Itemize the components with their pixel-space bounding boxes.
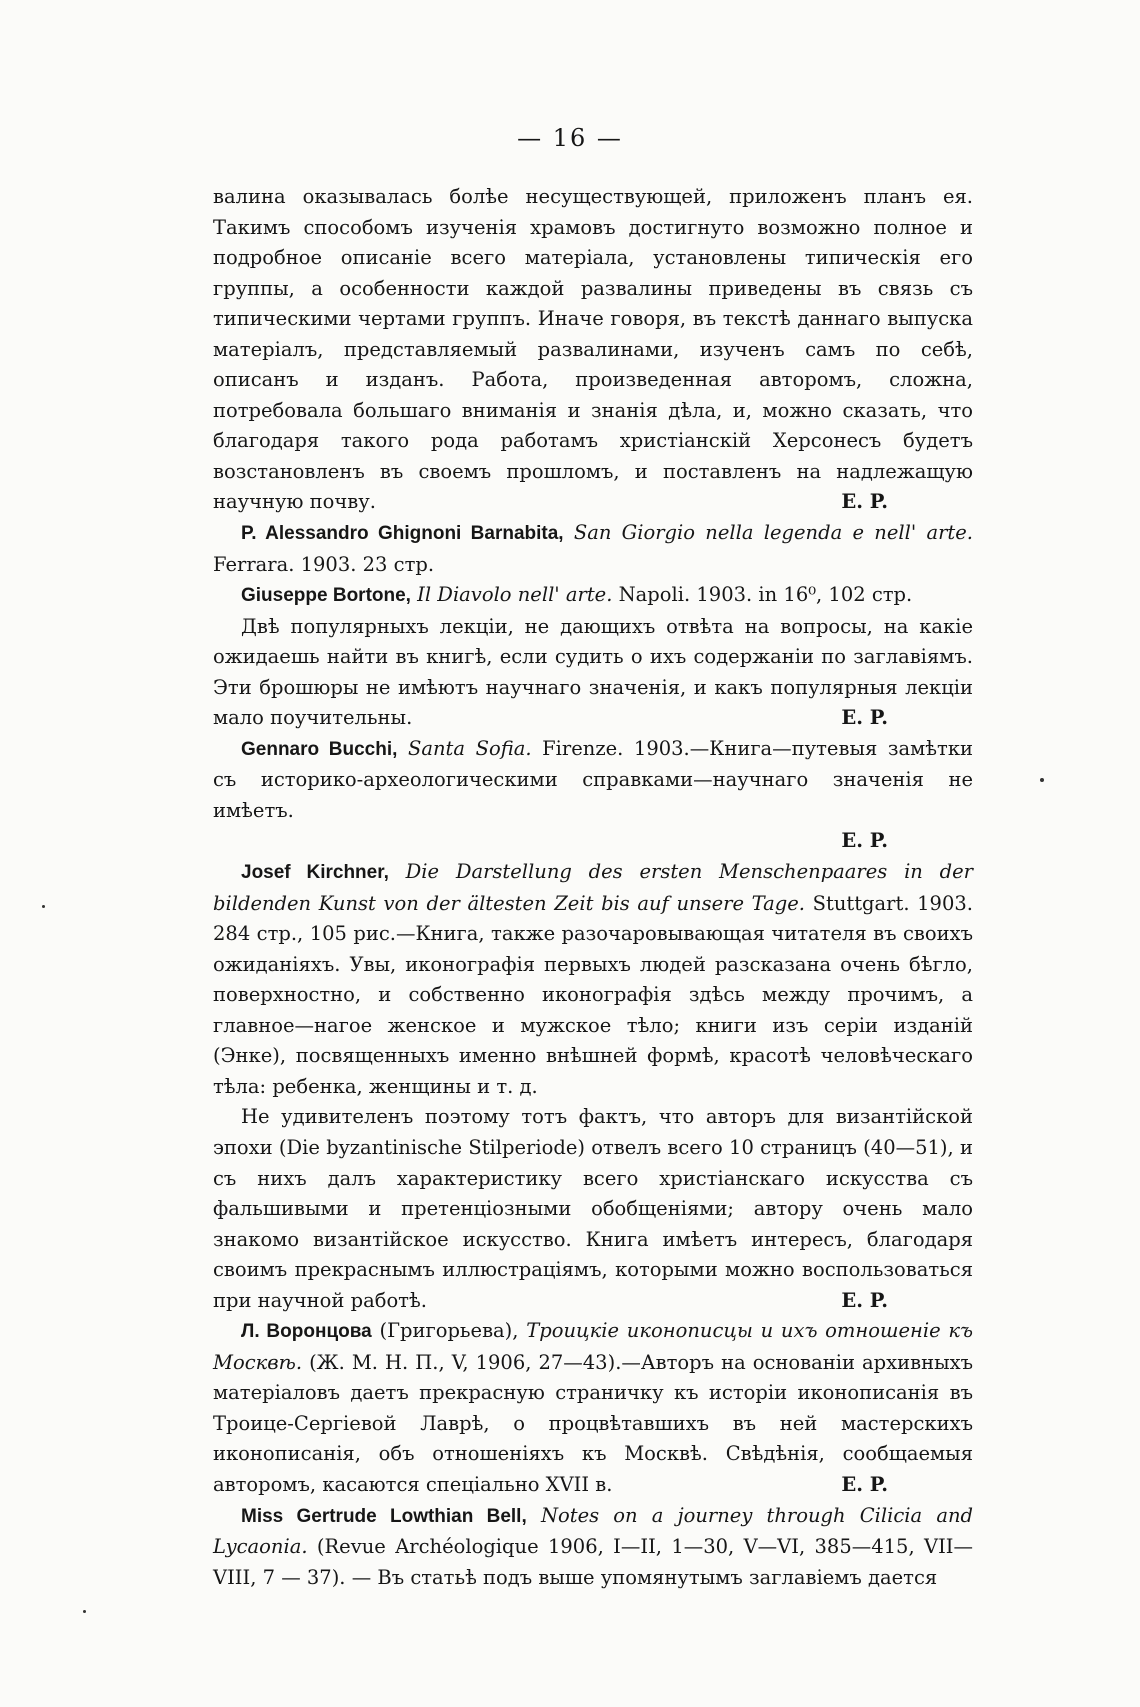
entry-author-note: (Григорьева),	[379, 1319, 519, 1343]
entry-ghignoni	[213, 518, 973, 580]
entry-author: Gennaro Bucchi,	[241, 738, 398, 760]
entry-publication: Napoli. 1903. in 16⁰, 102 стр.	[618, 583, 913, 607]
entry-title: Il Diavolo nell' arte.	[417, 583, 613, 607]
page-number: — 16 —	[517, 124, 623, 152]
entry-review: Двѣ популярныхъ лекціи, не дающихъ отвѣта на вопросы, на какіе ожидаешь найти въ книгѣ, если судить о ихъ содержаніи по заглавіямъ. Эти брошюры не имѣютъ научнаго значенія, и какъ популярныя лекціи мало поучительны.	[213, 614, 973, 730]
entry-author: Л. Воронцова	[241, 1321, 372, 1343]
signature: E. P.	[841, 490, 888, 514]
intro-paragraph	[213, 182, 973, 518]
entry-bortone	[213, 580, 973, 612]
entry-title: San Giorgio nella legenda e nell' arte.	[573, 521, 973, 545]
entry-bortone-review	[213, 612, 973, 734]
signature: E. P.	[841, 1472, 888, 1496]
body-text	[213, 182, 973, 1593]
entry-kirchner	[213, 857, 973, 1102]
intro-text: валина оказывалась болѣе несуществующей, приложенъ планъ ея. Такимъ способомъ изученія храмовъ достигнуто возможно полное и подробное описаніе всего матеріала, установлены типическія его группы, а особенности каждой развалины приведены въ связь съ типическими чертами группъ. Иначе говоря, въ текстѣ даннаго выпуска матеріалъ, представляемый развалинами, изученъ самъ по себѣ, описанъ и изданъ. Работа, произведенная авторомъ, сложна, потребовала большаго вниманія и знанія дѣла, и, можно сказать, что благодаря такого рода работамъ христіанскій Херсонесъ будетъ возстановленъ въ своемъ прошломъ, и поставленъ на надлежащую научную почву.	[213, 185, 973, 514]
entry-vorontsova	[213, 1316, 973, 1500]
entry-title: Троицкіе иконописцы и ихъ отношеніе къ Москвѣ.	[213, 1319, 974, 1374]
signature: E. P.	[841, 1288, 888, 1312]
entry-title: Die Darstellung des ersten Menschenpaares in der bildenden Kunst von der ältesten Zeit bis auf unsere Tage.	[213, 860, 973, 915]
entry-bucchi	[213, 734, 973, 827]
scan-speck	[1040, 778, 1044, 782]
entry-publication: Stuttgart. 1903. 284 стр., 105 рис.—Книга, также разочаровывающая читателя въ своихъ ожиданіяхъ. Увы, иконографія первыхъ людей разсказана очень бѣгло, поверхностно, и собственно иконографія здѣсь между прочимъ, а главное—нагое женское и мужское тѣло; книги изъ серіи изданій (Энке), посвященныхъ именно внѣшней формѣ, красотѣ человѣческаго тѣла: ребенка, женщины и т. д.	[213, 891, 973, 1098]
entry-author: P. Alessandro Ghignoni Barnabita,	[241, 523, 564, 545]
entry-review: Не удивителенъ поэтому тотъ фактъ, что авторъ для византійской эпохи (Die byzantinische Stilperiode) отвелъ всего 10 страницъ (40—51), и съ нихъ далъ характеристику всего христіанскаго искусства съ фальшивыми и претенціозными обобщеніями; автору очень мало знакомо византійское искусство. Книга имѣетъ интересъ, благодаря своимъ прекраснымъ иллюстраціямъ, которыми можно воспользоваться при научной работѣ.	[213, 1105, 973, 1312]
signature: E. P.	[841, 829, 888, 853]
scan-speck	[83, 1610, 86, 1613]
entry-bell	[213, 1501, 973, 1594]
entry-publication: (Revue Archéologique 1906, I—II, 1—30, V—VI, 385—415, VII—VIII, 7 — 37). — Въ статьѣ подъ выше упомянутымъ заглавіемъ дается	[213, 1535, 973, 1589]
entry-author: Miss Gertrude Lowthian Bell,	[241, 1505, 527, 1527]
entry-publication: Firenze. 1903.—Книга—путевыя замѣтки съ историко-археологическими справками—научнаго значенія не имѣетъ.	[213, 736, 974, 822]
entry-publication: (Ж. М. Н. П., V, 1906, 27—43).—Авторъ на основаніи архивныхъ матеріаловъ даетъ прекрасную страничку къ исторіи иконописанія въ Троице-Сергіевой Лаврѣ, о процвѣтавшихъ въ ней мастерскихъ иконописанія, объ отношеніяхъ къ Москвѣ. Свѣдѣнія, сообщаемыя авторомъ, касаются спеціально XVII в.	[213, 1350, 974, 1496]
scan-speck	[42, 905, 45, 908]
entry-title: Notes on a journey through Cilicia and Lycaonia.	[213, 1503, 973, 1559]
entry-title: Santa Sofia.	[408, 736, 532, 760]
entry-author: Giuseppe Bortone,	[241, 585, 411, 607]
signature: E. P.	[841, 706, 888, 730]
entry-publication: Ferrara. 1903. 23 стр.	[213, 552, 435, 576]
entry-author: Josef Kirchner,	[241, 862, 389, 884]
entry-kirchner-review	[213, 1102, 973, 1316]
